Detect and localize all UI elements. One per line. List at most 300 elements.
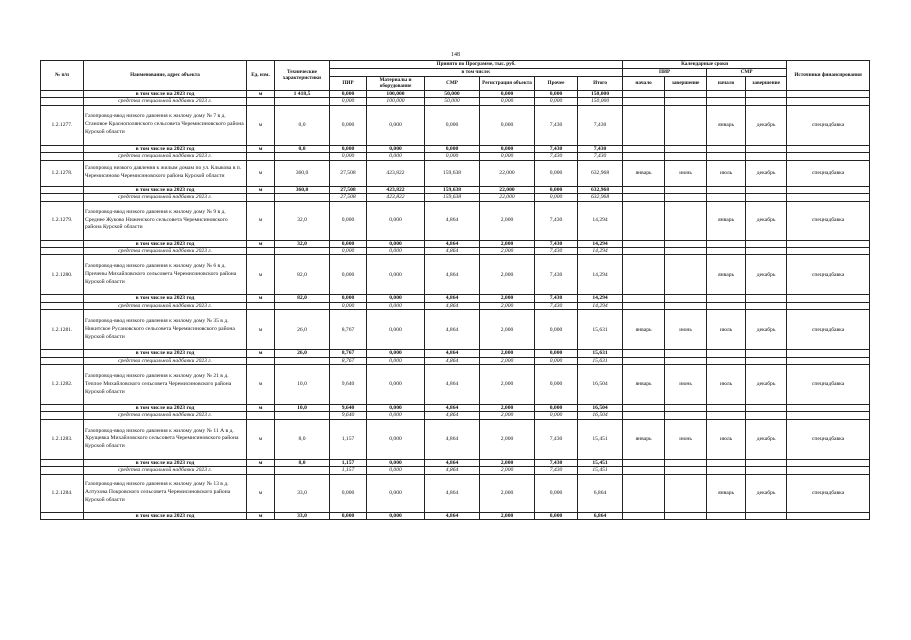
smr-cell: 4,864 <box>425 474 480 512</box>
empty-cell <box>707 467 746 474</box>
materials-cell: 0,000 <box>367 350 425 357</box>
unit-cell: м <box>247 160 275 186</box>
source-label: средства специальной надбавки 2023 г. <box>84 412 247 419</box>
smr-cell: 4,864 <box>425 295 480 302</box>
materials-cell: 100,000 <box>367 98 425 105</box>
registration-cell: 0,000 <box>480 91 535 98</box>
total-cell: 7,430 <box>578 105 623 145</box>
empty-cell <box>665 240 707 247</box>
object-name: Газопровод низкого давления к жилым домам по ул. Клыкова в п. Черемисиново Черемисиновского района Курской области <box>84 160 247 186</box>
total-cell: 15,631 <box>578 357 623 364</box>
top-source-row <box>41 98 870 105</box>
empty-cell <box>41 295 84 302</box>
header-calendar-group: Календарные сроки <box>623 61 787 69</box>
pir-cell: 27,508 <box>330 194 367 201</box>
source-row <box>41 467 870 474</box>
empty-cell <box>665 247 707 254</box>
object-name: Газопровод-ввод низкого давления к жилому дому № 21 в д. Теплое Михайловского сельсовета Черемисиновского района Курской области <box>84 365 247 405</box>
smr-cell: 4,864 <box>425 512 480 519</box>
other-cell: 0,000 <box>535 91 578 98</box>
object-number: 1.2.1278. <box>41 160 84 186</box>
object-name: Газопровод-ввод низкого давления к жилому дому № 13 в д. Алтухова Покровского сельсовета Черемисиновского района Курской области <box>84 474 247 512</box>
empty-cell <box>665 194 707 201</box>
total-cell: 632,968 <box>578 186 623 193</box>
smr-cell: 4,864 <box>425 405 480 412</box>
unit-cell: м <box>247 459 275 466</box>
empty-cell <box>275 194 330 201</box>
tech-cell: 0,0 <box>275 105 330 145</box>
empty-cell <box>275 467 330 474</box>
empty-cell <box>665 145 707 152</box>
empty-cell <box>275 153 330 160</box>
materials-cell: 0,000 <box>367 419 425 459</box>
unit-cell: м <box>247 105 275 145</box>
funding-cell: спецнадбавка <box>787 310 870 350</box>
empty-cell <box>746 405 787 412</box>
pir-start-cell: январь <box>623 419 665 459</box>
empty-cell <box>275 412 330 419</box>
summary-label: в том числе на 2023 год <box>84 186 247 193</box>
empty-cell <box>665 512 707 519</box>
object-number: 1.2.1280. <box>41 255 84 295</box>
empty-cell <box>247 302 275 309</box>
total-cell: 7,430 <box>578 153 623 160</box>
pir-cell: 0,000 <box>330 98 367 105</box>
object-number: 1.2.1284. <box>41 474 84 512</box>
other-cell: 7,430 <box>535 467 578 474</box>
total-cell: 14,294 <box>578 201 623 240</box>
object-row <box>41 474 870 512</box>
total-cell: 6,864 <box>578 512 623 519</box>
materials-cell: 0,000 <box>367 474 425 512</box>
empty-cell <box>41 302 84 309</box>
empty-cell <box>746 145 787 152</box>
other-cell: 7,430 <box>535 105 578 145</box>
empty-cell <box>746 302 787 309</box>
pir-cell: 0,000 <box>330 153 367 160</box>
pir-end-cell: июнь <box>665 419 707 459</box>
header-pir: ПИР <box>330 77 367 91</box>
page-number: 148 <box>451 52 460 58</box>
tech-cell: 8,0 <box>275 419 330 459</box>
pir-cell: 1,157 <box>330 467 367 474</box>
total-cell: 15,631 <box>578 350 623 357</box>
source-row <box>41 412 870 419</box>
empty-cell <box>707 194 746 201</box>
smr-end-cell: декабрь <box>746 474 787 512</box>
other-cell: 7,430 <box>535 295 578 302</box>
other-cell: 0,000 <box>535 186 578 193</box>
summary-row <box>41 350 870 357</box>
object-name: Газопровод-ввод низкого давления к жилому дому № 7 в д. Становое Краснополянского сельсовета Черемисиновского района Курской области <box>84 105 247 145</box>
materials-cell: 0,000 <box>367 201 425 240</box>
total-cell: 16,504 <box>578 405 623 412</box>
empty-cell <box>787 295 870 302</box>
object-number: 1.2.1279. <box>41 201 84 240</box>
empty-cell <box>787 459 870 466</box>
materials-cell: 0,000 <box>367 153 425 160</box>
source-label: средства специальной надбавки 2023 г. <box>84 467 247 474</box>
pir-end-cell: июнь <box>665 160 707 186</box>
source-label: средства специальной надбавки 2023 г. <box>84 357 247 364</box>
header-cal-smr: СМР <box>707 69 787 77</box>
program-table <box>40 60 870 520</box>
empty-cell <box>707 240 746 247</box>
registration-cell: 0,000 <box>480 98 535 105</box>
pir-cell: 9,640 <box>330 412 367 419</box>
total-cell: 632,968 <box>578 194 623 201</box>
total-cell: 16,504 <box>578 412 623 419</box>
smr-cell: 4,864 <box>425 365 480 405</box>
registration-cell: 2,000 <box>480 350 535 357</box>
registration-cell: 2,000 <box>480 255 535 295</box>
summary-row <box>41 186 870 193</box>
total-cell: 6,864 <box>578 474 623 512</box>
pir-start-cell: январь <box>623 365 665 405</box>
empty-cell <box>746 247 787 254</box>
pir-cell: 0,000 <box>330 255 367 295</box>
empty-cell <box>623 194 665 201</box>
empty-cell <box>707 145 746 152</box>
smr-start-cell: январь <box>707 474 746 512</box>
top-summary-row <box>41 91 870 98</box>
materials-cell: 0,000 <box>367 105 425 145</box>
other-cell: 0,000 <box>535 160 578 186</box>
other-cell: 0,000 <box>535 365 578 405</box>
smr-end-cell: декабрь <box>746 419 787 459</box>
source-row <box>41 302 870 309</box>
pir-start-cell <box>623 105 665 145</box>
registration-cell: 2,000 <box>480 419 535 459</box>
summary-label: в том числе на 2023 год <box>84 512 247 519</box>
pir-cell: 27,508 <box>330 186 367 193</box>
registration-cell: 2,000 <box>480 459 535 466</box>
empty-cell <box>665 467 707 474</box>
smr-start-cell: июль <box>707 160 746 186</box>
smr-cell: 4,864 <box>425 255 480 295</box>
registration-cell: 0,000 <box>480 105 535 145</box>
registration-cell: 2,000 <box>480 474 535 512</box>
empty-cell <box>746 350 787 357</box>
total-cell: 15,451 <box>578 459 623 466</box>
smr-cell: 0,000 <box>425 153 480 160</box>
registration-cell: 2,000 <box>480 247 535 254</box>
empty-cell <box>41 153 84 160</box>
registration-cell: 2,000 <box>480 467 535 474</box>
other-cell: 7,430 <box>535 145 578 152</box>
empty-cell <box>746 186 787 193</box>
empty-cell <box>623 412 665 419</box>
unit-cell: м <box>247 365 275 405</box>
source-label: средства специальной надбавки 2023 г. <box>84 247 247 254</box>
pir-cell: 0,000 <box>330 295 367 302</box>
total-cell: 15,451 <box>578 467 623 474</box>
source-row <box>41 153 870 160</box>
empty-cell <box>665 405 707 412</box>
empty-cell <box>707 350 746 357</box>
unit-cell: м <box>247 186 275 193</box>
empty-cell <box>707 459 746 466</box>
pir-end-cell: июнь <box>665 365 707 405</box>
registration-cell: 22,000 <box>480 186 535 193</box>
other-cell: 0,000 <box>535 512 578 519</box>
empty-cell <box>707 302 746 309</box>
other-cell: 7,430 <box>535 201 578 240</box>
smr-start-cell: январь <box>707 201 746 240</box>
total-cell: 14,294 <box>578 255 623 295</box>
header-pir-end: завершение <box>665 77 707 91</box>
empty-cell <box>746 153 787 160</box>
other-cell: 0,000 <box>535 474 578 512</box>
header-tech: Технические характеристики <box>275 61 330 91</box>
total-cell: 14,294 <box>578 295 623 302</box>
empty-cell <box>41 145 84 152</box>
registration-cell: 2,000 <box>480 295 535 302</box>
tech-cell: 32,0 <box>275 201 330 240</box>
empty-cell <box>247 247 275 254</box>
total-cell: 14,294 <box>578 247 623 254</box>
header-cost-group: Принято по Программе, тыс. руб. <box>330 61 623 69</box>
materials-cell: 0,000 <box>367 357 425 364</box>
registration-cell: 2,000 <box>480 240 535 247</box>
funding-cell: спецнадбавка <box>787 255 870 295</box>
empty-cell <box>746 295 787 302</box>
total-cell: 632,968 <box>578 160 623 186</box>
smr-cell: 159,638 <box>425 194 480 201</box>
empty-cell <box>707 153 746 160</box>
materials-cell: 423,822 <box>367 194 425 201</box>
smr-cell: 159,638 <box>425 186 480 193</box>
registration-cell: 2,000 <box>480 201 535 240</box>
pir-end-cell <box>665 105 707 145</box>
materials-cell: 100,000 <box>367 91 425 98</box>
empty-cell <box>623 153 665 160</box>
header-incl: в том числе: <box>330 69 623 77</box>
registration-cell: 2,000 <box>480 412 535 419</box>
summary-row <box>41 145 870 152</box>
empty-cell <box>247 357 275 364</box>
pir-cell: 1,157 <box>330 419 367 459</box>
other-cell: 7,430 <box>535 459 578 466</box>
source-label: средства специальной надбавки 2023 г. <box>84 302 247 309</box>
empty-cell <box>746 412 787 419</box>
empty-cell <box>787 302 870 309</box>
tech-cell: 26,0 <box>275 310 330 350</box>
empty-cell <box>665 302 707 309</box>
registration-cell: 2,000 <box>480 357 535 364</box>
header-other: Прочее <box>535 77 578 91</box>
tech-cell: 32,0 <box>275 240 330 247</box>
pir-cell: 0,000 <box>330 91 367 98</box>
materials-cell: 0,000 <box>367 365 425 405</box>
empty-cell <box>665 357 707 364</box>
unit-cell: м <box>247 350 275 357</box>
summary-row <box>41 295 870 302</box>
pir-start-cell: январь <box>623 160 665 186</box>
pir-cell: 0,000 <box>330 302 367 309</box>
funding-cell: спецнадбавка <box>787 105 870 145</box>
header-smr-start: начало <box>707 77 746 91</box>
tech-cell: 33,0 <box>275 512 330 519</box>
object-row <box>41 160 870 186</box>
empty-cell <box>41 467 84 474</box>
empty-cell <box>623 302 665 309</box>
other-cell: 0,000 <box>535 357 578 364</box>
tech-cell: 10,0 <box>275 405 330 412</box>
tech-cell: 33,0 <box>275 474 330 512</box>
empty-cell <box>41 240 84 247</box>
other-cell: 0,000 <box>535 194 578 201</box>
other-cell: 0,000 <box>535 350 578 357</box>
unit-cell: м <box>247 145 275 152</box>
empty-cell <box>41 247 84 254</box>
summary-label: в том числе на 2023 год <box>84 91 247 98</box>
header-smr-end: завершение <box>746 77 787 91</box>
tech-cell: 82,0 <box>275 255 330 295</box>
materials-cell: 0,000 <box>367 512 425 519</box>
header-name: Наименование, адрес объекта <box>84 61 247 91</box>
empty-cell <box>247 467 275 474</box>
smr-cell: 0,000 <box>425 105 480 145</box>
object-row <box>41 105 870 145</box>
unit-cell: м <box>247 474 275 512</box>
pir-end-cell <box>665 474 707 512</box>
materials-cell: 0,000 <box>367 310 425 350</box>
empty-cell <box>787 240 870 247</box>
smr-start-cell: июль <box>707 310 746 350</box>
smr-end-cell: декабрь <box>746 310 787 350</box>
materials-cell: 0,000 <box>367 247 425 254</box>
empty-cell <box>707 405 746 412</box>
source-label: средства специальной надбавки 2023 г. <box>84 98 247 105</box>
other-cell: 7,430 <box>535 153 578 160</box>
registration-cell: 2,000 <box>480 405 535 412</box>
smr-cell: 50,000 <box>425 98 480 105</box>
smr-cell: 4,864 <box>425 302 480 309</box>
empty-cell <box>665 459 707 466</box>
empty-cell <box>623 405 665 412</box>
summary-row <box>41 512 870 519</box>
summary-label: в том числе на 2023 год <box>84 459 247 466</box>
pir-start-cell: январь <box>623 310 665 350</box>
header-materials: Материалы и оборудование <box>367 77 425 91</box>
funding-cell: спецнадбавка <box>787 474 870 512</box>
object-number: 1.2.1283. <box>41 419 84 459</box>
unit-cell: м <box>247 512 275 519</box>
tech-cell: 0,0 <box>275 145 330 152</box>
registration-cell: 2,000 <box>480 512 535 519</box>
total-cell: 15,451 <box>578 419 623 459</box>
empty-cell <box>707 357 746 364</box>
empty-cell <box>665 295 707 302</box>
funding-cell: спецнадбавка <box>787 365 870 405</box>
other-cell: 0,000 <box>535 412 578 419</box>
empty-cell <box>41 194 84 201</box>
pir-cell: 0,000 <box>330 105 367 145</box>
materials-cell: 0,000 <box>367 145 425 152</box>
registration-cell: 2,000 <box>480 365 535 405</box>
total-cell: 16,504 <box>578 365 623 405</box>
empty-cell <box>787 405 870 412</box>
unit-cell: м <box>247 201 275 240</box>
total-cell: 14,294 <box>578 302 623 309</box>
registration-cell: 22,000 <box>480 194 535 201</box>
empty-cell <box>746 357 787 364</box>
smr-cell: 0,000 <box>425 145 480 152</box>
empty-cell <box>707 186 746 193</box>
empty-cell <box>707 512 746 519</box>
empty-cell <box>707 412 746 419</box>
object-row <box>41 419 870 459</box>
empty-cell <box>787 350 870 357</box>
other-cell: 7,430 <box>535 240 578 247</box>
unit-cell: м <box>247 240 275 247</box>
pir-cell: 8,767 <box>330 357 367 364</box>
empty-cell <box>623 295 665 302</box>
pir-end-cell: июнь <box>665 310 707 350</box>
empty-cell <box>275 302 330 309</box>
unit-cell: м <box>247 255 275 295</box>
header-no: № п/п <box>41 61 84 91</box>
tech-cell: 10,0 <box>275 365 330 405</box>
empty-cell <box>623 186 665 193</box>
registration-cell: 2,000 <box>480 310 535 350</box>
empty-cell <box>275 247 330 254</box>
smr-start-cell: июль <box>707 419 746 459</box>
other-cell: 7,430 <box>535 419 578 459</box>
materials-cell: 423,822 <box>367 186 425 193</box>
header-funding: Источники финансирования <box>787 61 870 91</box>
empty-cell <box>41 405 84 412</box>
source-label: средства специальной надбавки 2023 г. <box>84 194 247 201</box>
empty-cell <box>787 357 870 364</box>
unit-cell: м <box>247 295 275 302</box>
empty-cell <box>746 459 787 466</box>
tech-cell: 26,0 <box>275 350 330 357</box>
object-number: 1.2.1277. <box>41 105 84 145</box>
pir-cell: 0,000 <box>330 201 367 240</box>
header-registration: Регистрация объекта <box>480 77 535 91</box>
empty-cell <box>623 357 665 364</box>
pir-end-cell <box>665 255 707 295</box>
smr-end-cell: декабрь <box>746 201 787 240</box>
table-body <box>41 91 870 520</box>
summary-label: в том числе на 2023 год <box>84 295 247 302</box>
tech-cell: 360,0 <box>275 160 330 186</box>
empty-cell <box>665 412 707 419</box>
smr-cell: 4,864 <box>425 467 480 474</box>
smr-cell: 4,864 <box>425 459 480 466</box>
other-cell: 0,000 <box>535 310 578 350</box>
empty-cell <box>787 153 870 160</box>
pir-cell: 0,000 <box>330 145 367 152</box>
pir-cell: 1,157 <box>330 459 367 466</box>
smr-end-cell: декабрь <box>746 105 787 145</box>
materials-cell: 0,000 <box>367 467 425 474</box>
unit-cell: м <box>247 310 275 350</box>
object-name: Газопровод-ввод низкого давления к жилому дому № 9 в д. Среднее Жуково Ниженского сельсовета Черемисиновского района Курской области <box>84 201 247 240</box>
object-row <box>41 365 870 405</box>
object-name: Газопровод-ввод низкого давления к жилому дому № 11 А в д. Хрущевка Михайловского сельсовета Черемисиновского района Курской области <box>84 419 247 459</box>
empty-cell <box>41 350 84 357</box>
other-cell: 7,430 <box>535 302 578 309</box>
pir-cell: 9,640 <box>330 405 367 412</box>
total-cell: 150,000 <box>578 98 623 105</box>
smr-cell: 4,864 <box>425 240 480 247</box>
source-row <box>41 247 870 254</box>
empty-cell <box>247 153 275 160</box>
empty-cell <box>707 247 746 254</box>
